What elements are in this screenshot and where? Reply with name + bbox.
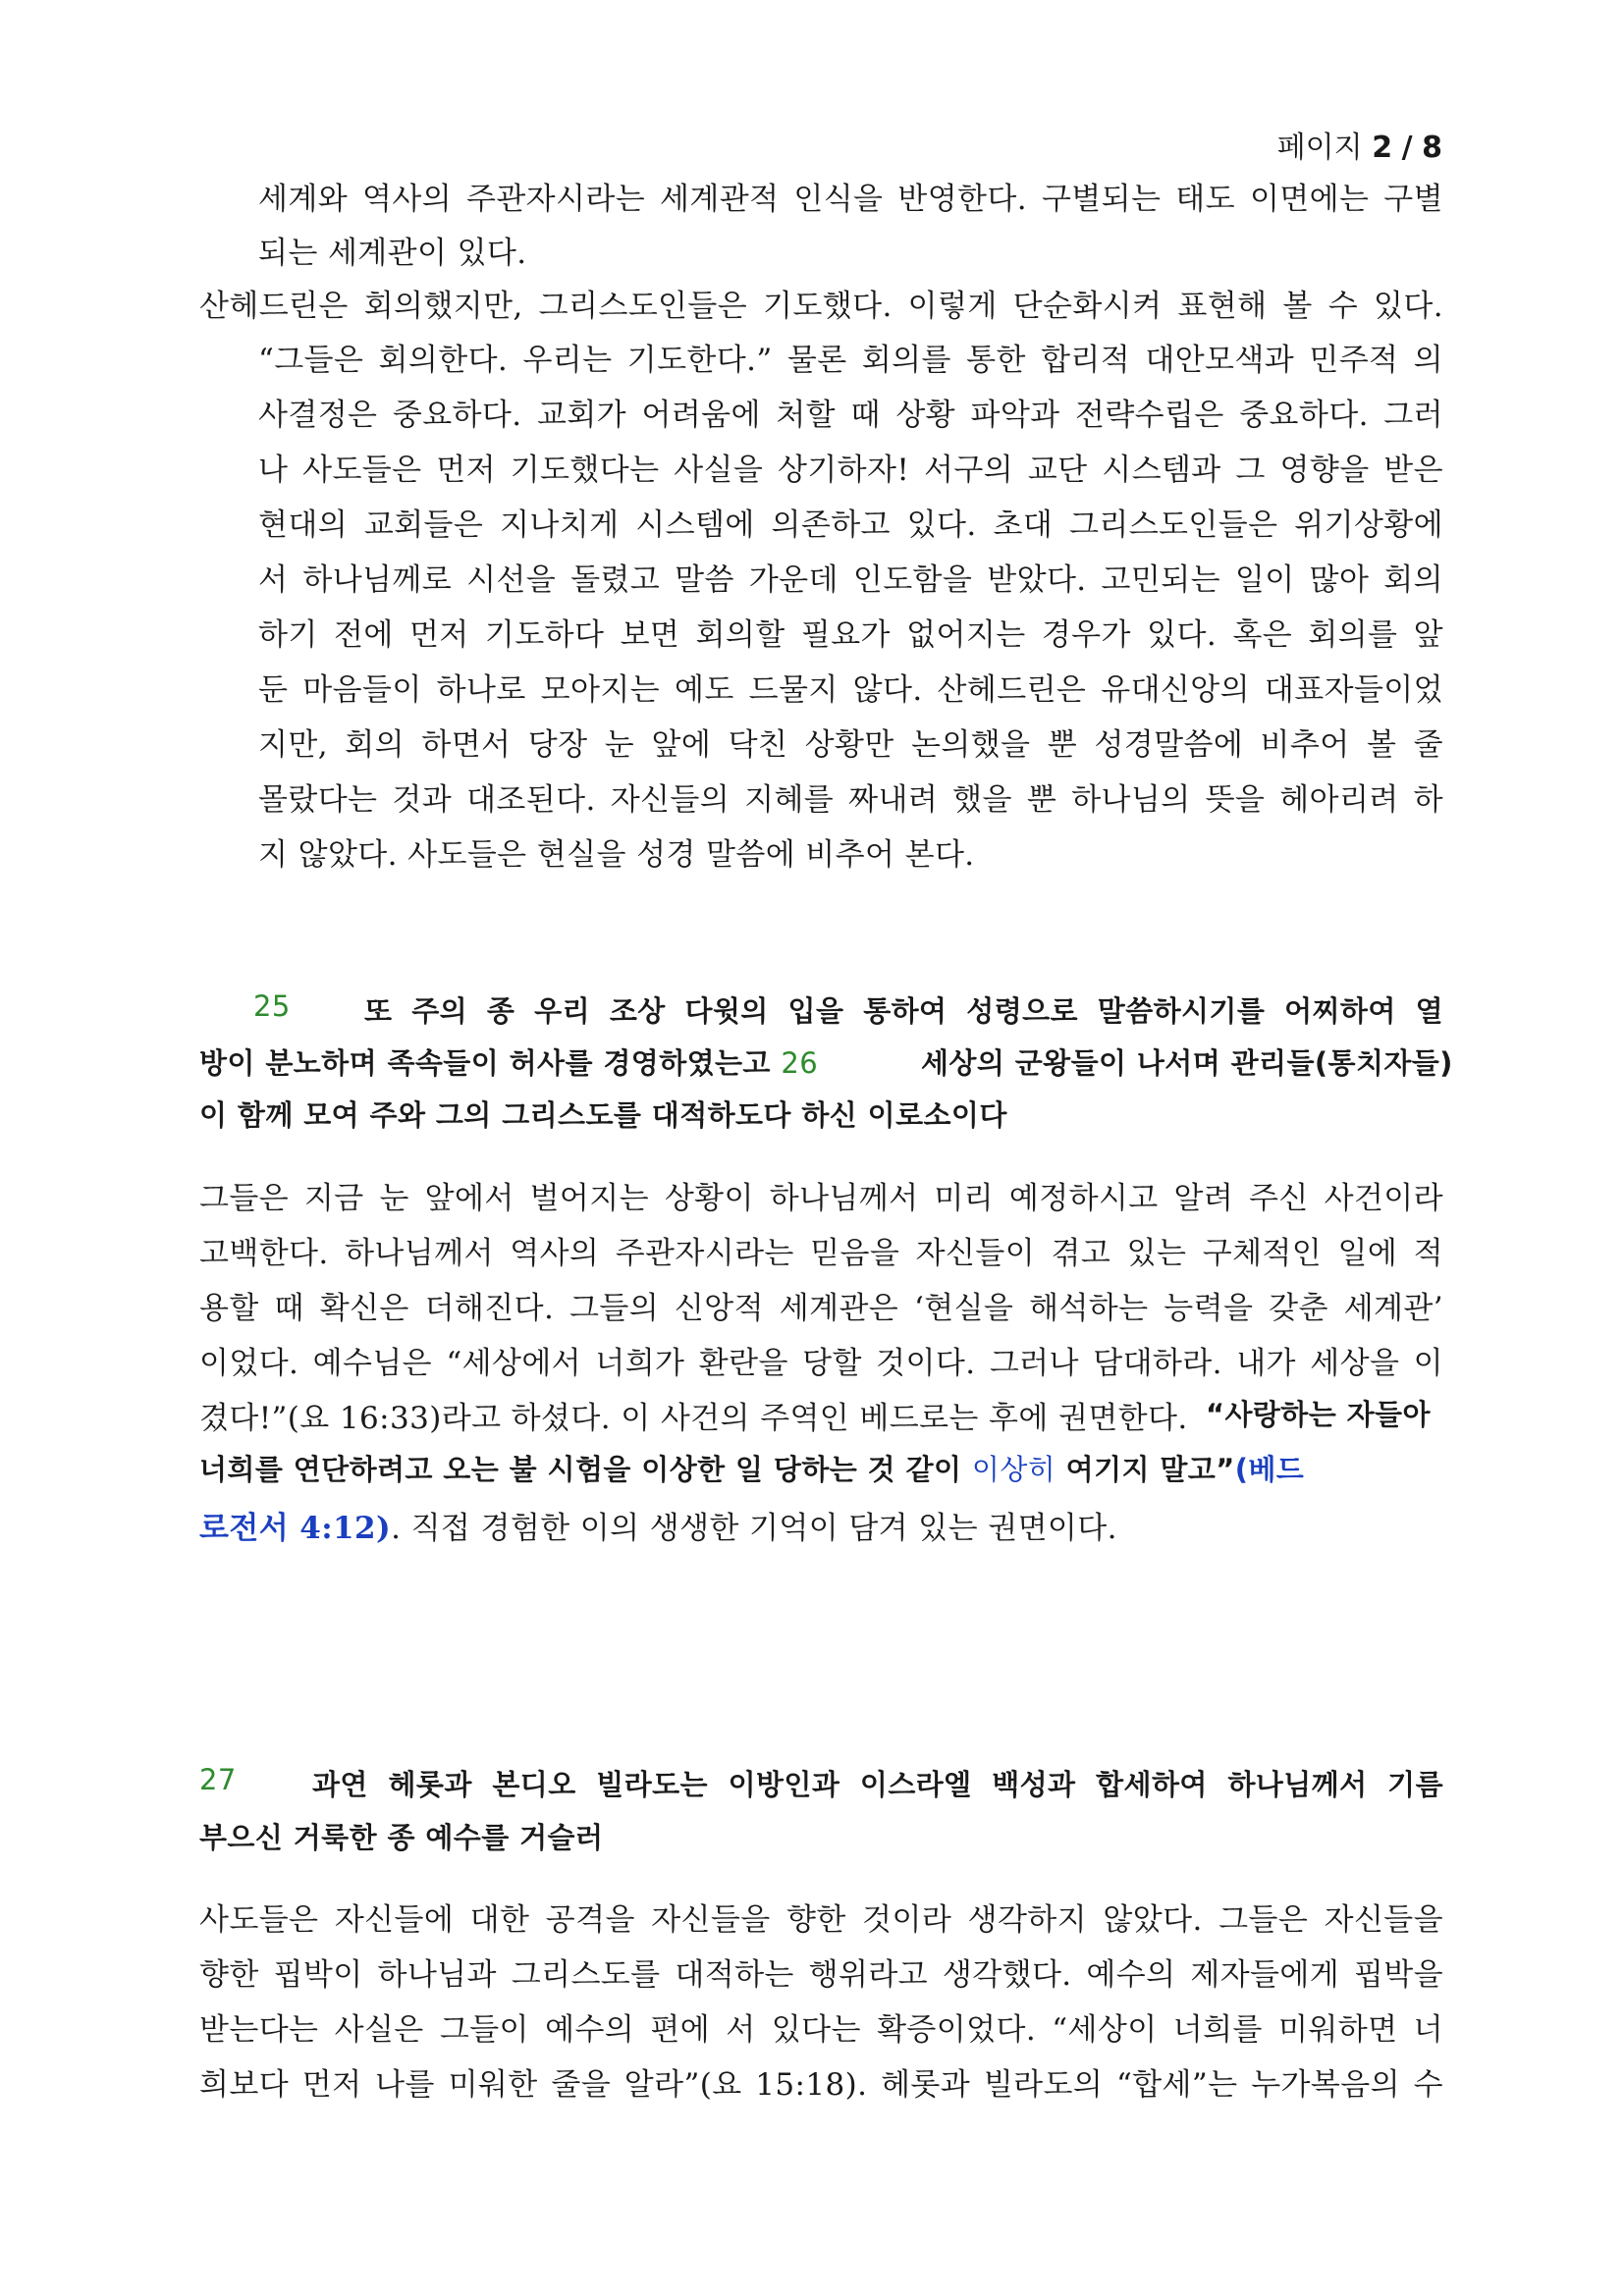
body-line: 서 하나님께로 시선을 돌렸고 말씀 가운데 인도함을 받았다. 고민되는 일이 많아 회의: [258, 562, 1443, 598]
verse-text: 방이 분노하며 족속들이 허사를 경영하였는고: [199, 1046, 771, 1080]
body-line: [199, 1503, 1117, 1547]
verse-line: 이 함께 모여 주와 그의 그리스도를 대적하도다 하신 이로소이다: [199, 1098, 1007, 1132]
verse-line: 부으신 거룩한 종 예수를 거슬러: [199, 1821, 604, 1854]
body-text: . 직접 경험한 이의 생생한 기억이 담겨 있는 권면이다.: [391, 1511, 1117, 1546]
verse-line: 과연 헤롯과 본디오 빌라도는 이방인과 이스라엘 백성과 합세하여 하나님께서 기름: [312, 1768, 1443, 1801]
verse-line: 또 주의 종 우리 조상 다윗의 입을 통하여 성령으로 말씀하시기를 어찌하여 열: [364, 994, 1443, 1028]
quote-text: 너희를 연단하려고 오는 불 시험을 이상한 일 당하는 것 같이: [199, 1453, 962, 1486]
page-label: 페이지: [1276, 131, 1363, 165]
body-line: 하기 전에 먼저 기도하다 보면 회의할 필요가 없어지는 경우가 있다. 혹은 회의를 앞: [258, 617, 1443, 653]
verse-number-25: 25: [253, 989, 291, 1023]
scripture-reference: 로전서 4:12): [199, 1511, 392, 1546]
body-line: “그들은 회의한다. 우리는 기도한다.” 물론 회의를 통한 합리적 대안모색과 민주적 의: [258, 343, 1443, 378]
body-line: 세계와 역사의 주관자시라는 세계관적 인식을 반영한다. 구별되는 태도 이면에는 구별: [258, 182, 1443, 217]
body-line: 지 않았다. 사도들은 현실을 성경 말씀에 비추어 본다.: [258, 837, 975, 873]
verse-number-26: 26: [781, 1046, 819, 1080]
body-line: 사결정은 중요하다. 교회가 어려움에 처할 때 상황 파악과 전략수립은 중요하다. 그러: [258, 398, 1443, 433]
body-line: 받는다는 사실은 그들이 예수의 편에 서 있다는 확증이었다. “세상이 너희를 미워하면 너: [199, 2012, 1443, 2048]
verse-number-27: 27: [199, 1763, 237, 1796]
page-number: [1277, 123, 1442, 166]
body-line: 향한 핍박이 하나님과 그리스도를 대적하는 행위라고 생각했다. 예수의 제자들에게 핍박을: [199, 1957, 1443, 1993]
body-line: 산헤드린은 회의했지만, 그리스도인들은 기도했다. 이렇게 단순화시켜 표현해 볼 수 있다.: [199, 289, 1443, 324]
quote-bold: [199, 1448, 1304, 1488]
page-total: 8: [1422, 131, 1442, 165]
body-line: 그들은 지금 눈 앞에서 벌어지는 상황이 하나님께서 미리 예정하시고 알려 주신 사건이라: [199, 1181, 1443, 1216]
page-current: 2: [1372, 131, 1393, 165]
body-line: 사도들은 자신들에 대한 공격을 자신들을 향한 것이라 생각하지 않았다. 그들은 자신들을: [199, 1902, 1443, 1938]
verse-line: 세상의 군왕들이 나서며 관리들(통치자들): [921, 1046, 1453, 1080]
body-line: 겼다!”(요 16:33)라고 하셨다. 이 사건의 주역인 베드로는 후에 권면한다.: [199, 1401, 1188, 1436]
body-line: 용할 때 확신은 더해진다. 그들의 신앙적 세계관은 ‘현실을 해석하는 능력을 갖춘 세계관’: [199, 1291, 1443, 1326]
body-line: 현대의 교회들은 지나치게 시스템에 의존하고 있다. 초대 그리스도인들은 위기상황에: [258, 507, 1443, 543]
quote-bold: “사랑하는 자들아: [1206, 1398, 1431, 1431]
body-line: 되는 세계관이 있다.: [258, 236, 527, 271]
verse-number: [253, 989, 291, 1023]
page-separator: /: [1401, 131, 1413, 165]
scripture-reference: (베드: [1234, 1453, 1305, 1486]
body-line: 나 사도들은 먼저 기도했다는 사실을 상기하자! 서구의 교단 시스템과 그 영향을 받은: [258, 453, 1443, 488]
body-line: 희보다 먼저 나를 미워한 줄을 알라”(요 15:18). 헤롯과 빌라도의 “합세”는 누가복음의 수: [199, 2067, 1443, 2103]
verse-number: [199, 1763, 237, 1796]
verse-line: [199, 1041, 818, 1082]
body-line: 이었다. 예수님은 “세상에서 너희가 환란을 당할 것이다. 그러나 담대하라. 내가 세상을 이: [199, 1346, 1443, 1381]
body-line: 몰랐다는 것과 대조된다. 자신들의 지혜를 짜내려 했을 뿐 하나님의 뜻을 헤아리려 하: [258, 782, 1443, 818]
quote-text: 여기지 말고”: [1065, 1453, 1235, 1486]
quote-highlight: 이상히: [971, 1453, 1056, 1486]
body-line: 고백한다. 하나님께서 역사의 주관자시라는 믿음을 자신들이 겪고 있는 구체적인 일에 적: [199, 1236, 1443, 1271]
body-line: 지만, 회의 하면서 당장 눈 앞에 닥친 상황만 논의했을 뿐 성경말씀에 비추어 볼 줄: [258, 727, 1443, 763]
body-line: 둔 마음들이 하나로 모아지는 예도 드물지 않다. 산헤드린은 유대신앙의 대표자들이었: [258, 672, 1443, 708]
